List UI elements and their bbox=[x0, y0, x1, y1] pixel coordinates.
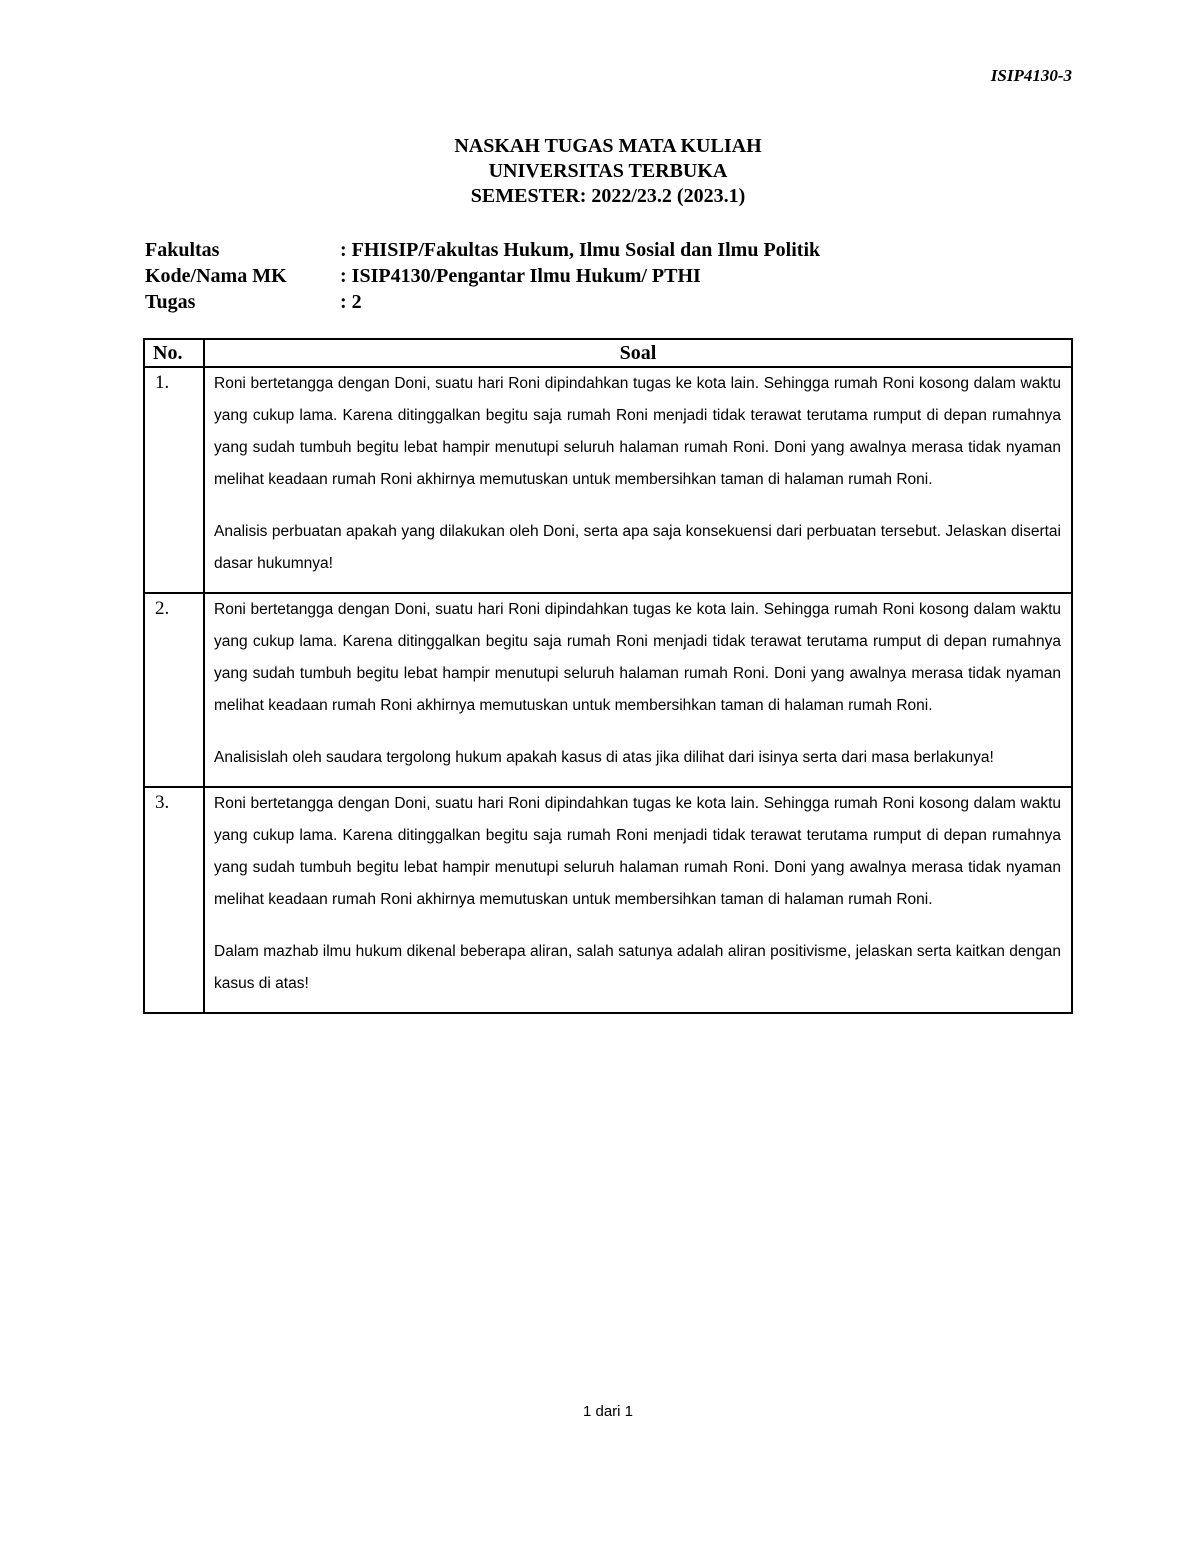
case-text: Roni bertetangga dengan Doni, suatu hari Roni dipindahkan tugas ke kota lain. Sehingga rumah Roni kosong dalam waktu yang cukup lama. Karena ditinggalkan begitu saja rumah Roni menjadi tidak terawat terutama rumput di depan rumahnya yang sudah tumbuh begitu lebat hampir menutupi seluruh halaman rumah Roni. Doni yang awalnya merasa tidak nyaman melihat keadaan rumah Roni akhirnya memutuskan untuk membersihkan taman di halaman rumah Roni. bbox=[214, 795, 1061, 908]
meta-value: : 2 bbox=[340, 291, 362, 313]
table-row bbox=[144, 593, 1072, 787]
meta-label: Kode/Nama MK bbox=[145, 265, 287, 287]
table-header-row bbox=[144, 339, 1072, 367]
case-text: Roni bertetangga dengan Doni, suatu hari Roni dipindahkan tugas ke kota lain. Sehingga rumah Roni kosong dalam waktu yang cukup lama. Karena ditinggalkan begitu saja rumah Roni menjadi tidak terawat terutama rumput di depan rumahnya yang sudah tumbuh begitu lebat hampir menutupi seluruh halaman rumah Roni. Doni yang awalnya merasa tidak nyaman melihat keadaan rumah Roni akhirnya memutuskan untuk membersihkan taman di halaman rumah Roni. bbox=[214, 601, 1061, 714]
meta-label: Tugas bbox=[145, 291, 196, 313]
question-cell bbox=[204, 367, 1072, 593]
column-header-no: No. bbox=[144, 339, 204, 367]
column-header-soal: Soal bbox=[204, 339, 1072, 367]
case-text: Roni bertetangga dengan Doni, suatu hari Roni dipindahkan tugas ke kota lain. Sehingga rumah Roni kosong dalam waktu yang cukup lama. Karena ditinggalkan begitu saja rumah Roni menjadi tidak terawat terutama rumput di depan rumahnya yang sudah tumbuh begitu lebat hampir menutupi seluruh halaman rumah Roni. Doni yang awalnya merasa tidak nyaman melihat keadaan rumah Roni akhirnya memutuskan untuk membersihkan taman di halaman rumah Roni. bbox=[214, 375, 1061, 488]
meta-value: : ISIP4130/Pengantar Ilmu Hukum/ PTHI bbox=[340, 265, 701, 287]
document-code: ISIP4130-3 bbox=[990, 66, 1072, 85]
table-row bbox=[144, 367, 1072, 593]
meta-label: Fakultas bbox=[145, 239, 220, 261]
title-line-3: SEMESTER: 2022/23.2 (2023.1) bbox=[470, 185, 746, 207]
meta-row-kode bbox=[145, 263, 820, 289]
meta-value: : FHISIP/Fakultas Hukum, Ilmu Sosial dan Ilmu Politik bbox=[340, 239, 821, 261]
meta-row-tugas bbox=[145, 289, 820, 315]
title-line-2: UNIVERSITAS TERBUKA bbox=[488, 160, 728, 182]
question-text: Analisislah oleh saudara tergolong hukum apakah kasus di atas jika dilihat dari isinya serta dari masa berlakunya! bbox=[214, 749, 994, 766]
course-info bbox=[145, 237, 820, 315]
question-text: Analisis perbuatan apakah yang dilakukan oleh Doni, serta apa saja konsekuensi dari perbuatan tersebut. Jelaskan disertai dasar hukumnya! bbox=[214, 523, 1061, 572]
question-cell bbox=[204, 787, 1072, 1013]
row-number: 2. bbox=[144, 593, 204, 787]
title-block bbox=[0, 134, 1200, 209]
row-number: 1. bbox=[144, 367, 204, 593]
question-table bbox=[143, 338, 1073, 1014]
row-number: 3. bbox=[144, 787, 204, 1013]
meta-row-fakultas bbox=[145, 237, 820, 263]
page-number: 1 dari 1 bbox=[582, 1403, 634, 1420]
title-line-1: NASKAH TUGAS MATA KULIAH bbox=[454, 135, 762, 157]
table-row bbox=[144, 787, 1072, 1013]
question-text: Dalam mazhab ilmu hukum dikenal beberapa aliran, salah satunya adalah aliran positivisme, jelaskan serta kaitkan dengan kasus di atas! bbox=[214, 943, 1061, 992]
question-cell bbox=[204, 593, 1072, 787]
